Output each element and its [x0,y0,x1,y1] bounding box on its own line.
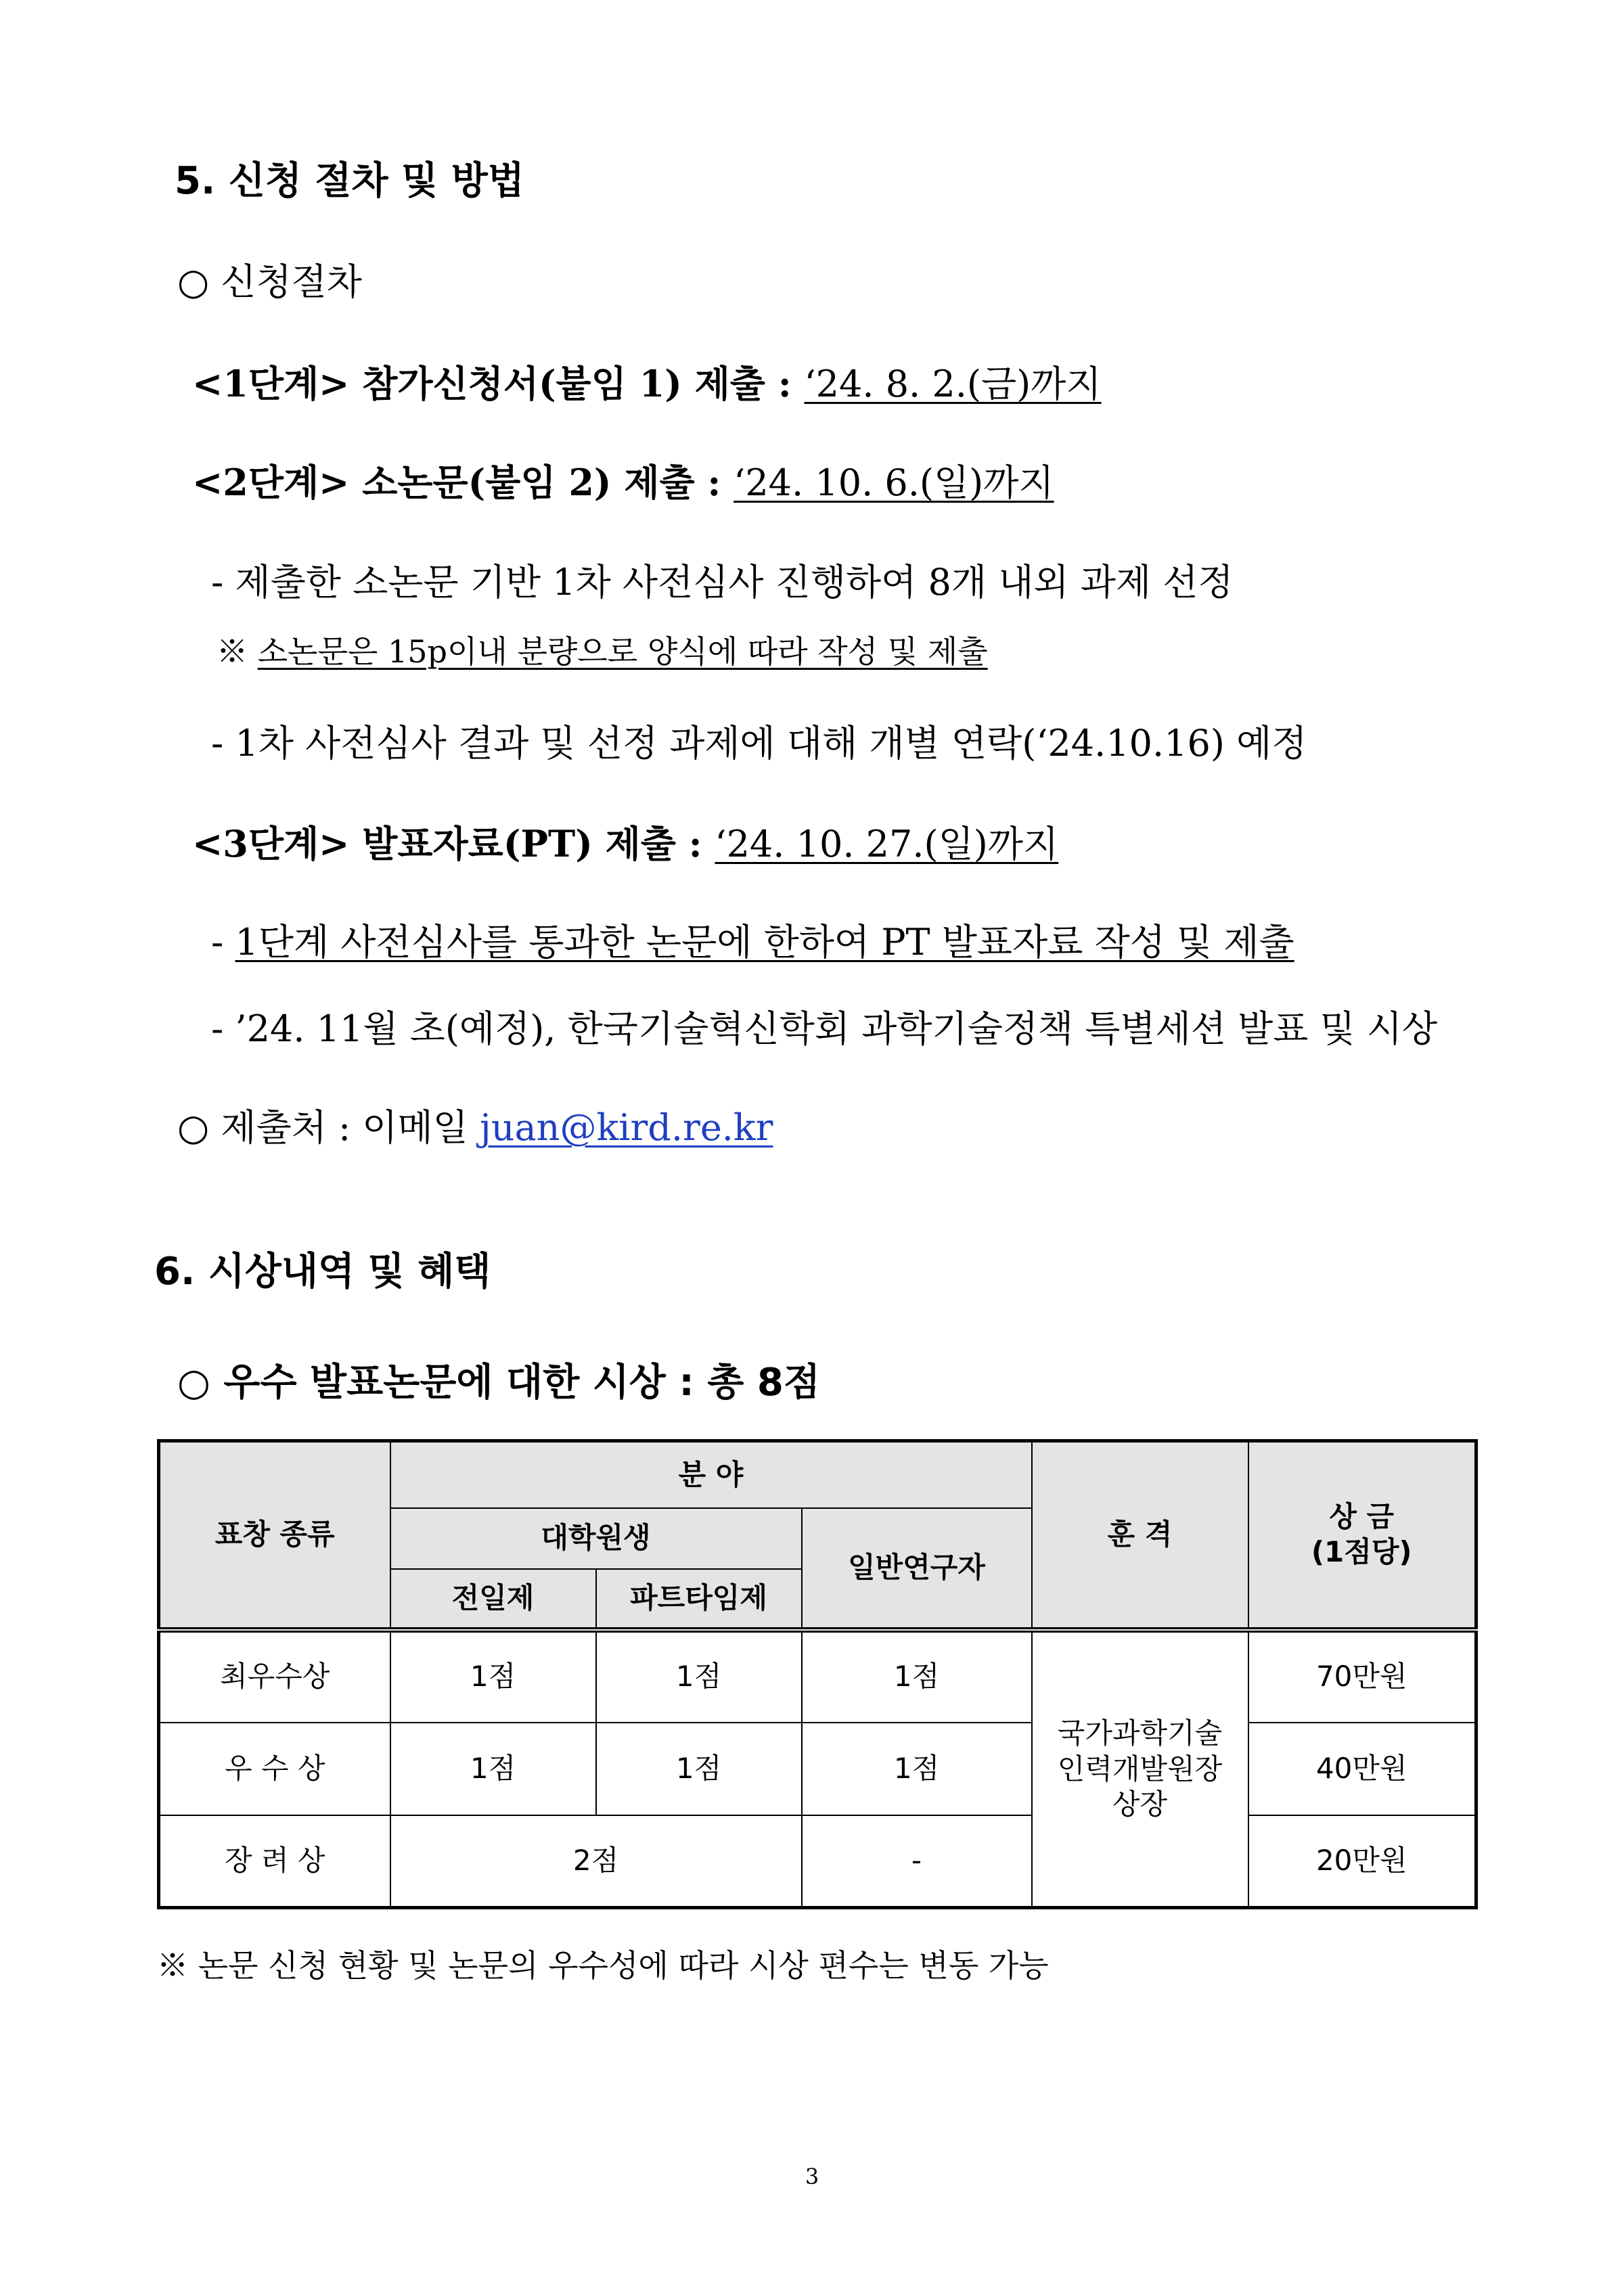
email-link[interactable]: juan@kird.re.kr [479,1106,773,1149]
award-table [157,1439,1478,1909]
stage2-deadline: ‘24. 10. 6.(일)까지 [734,461,1054,504]
stage3-label: <3단계> 발표자료(PT) 제출 : [192,822,715,865]
stage2-note [217,633,988,670]
table-row [159,1630,1476,1723]
row-award-type: 장 려 상 [159,1815,390,1908]
stage3-item1 [211,921,1294,963]
table-footnote: ※ 논문 신청 현황 및 논문의 우수성에 따라 시상 편수는 변동 가능 [157,1947,1049,1984]
stage2-item1: - 제출한 소논문 기반 1차 사전심사 진행하여 8개 내외 과제 선정 [211,561,1234,604]
row-parttime: 1점 [596,1630,802,1723]
row-award-type: 우 수 상 [159,1723,390,1815]
stage3-line [192,822,1059,865]
stage2-note-text: 소논문은 15p이내 분량으로 양식에 따라 작성 및 제출 [257,633,988,670]
honor-cell [1032,1630,1248,1908]
submit-label: ○ 제출처 : 이메일 [177,1106,480,1149]
row-prize: 70만원 [1248,1630,1476,1723]
header-prize-unit: (1점당) [1311,1535,1412,1569]
stage2-line [192,461,1054,504]
row-general: 1점 [802,1630,1032,1723]
header-award-type: 표창 종류 [159,1441,390,1630]
header-field: 분 야 [390,1441,1032,1508]
stage2-label: <2단계> 소논문(붙임 2) 제출 : [192,461,734,504]
header-prize [1248,1441,1476,1630]
header-general: 일반연구자 [802,1508,1032,1630]
page-number: 3 [805,2164,819,2189]
stage3-item2: - ’24. 11월 초(예정), 한국기술혁신학회 과학기술정책 특별세션 발표 및 시상 [211,1007,1438,1050]
row-general: 1점 [802,1723,1032,1815]
header-prize-label: 상 금 [1329,1499,1395,1533]
header-fulltime: 전일제 [390,1569,596,1630]
row-parttime: 1점 [596,1723,802,1815]
honor-line: 인력개발원장 [1057,1752,1223,1786]
stage3-item1-dash: - [211,921,235,963]
stage3-deadline: ‘24. 10. 27.(일)까지 [715,823,1059,865]
header-parttime: 파트타임제 [596,1569,802,1630]
row-award-type: 최우수상 [159,1630,390,1723]
row-grad-total: 2점 [390,1815,802,1908]
table-row [159,1815,1476,1908]
row-fulltime: 1점 [390,1723,596,1815]
honor-line: 상장 [1112,1788,1168,1821]
table-row [159,1723,1476,1815]
stage1-label: <1단계> 참가신청서(붙임 1) 제출 : [192,362,805,405]
row-general: - [802,1815,1032,1908]
row-fulltime: 1점 [390,1630,596,1723]
header-grad: 대학원생 [390,1508,802,1569]
procedure-label: ○ 신청절차 [177,260,362,303]
stage1-line [192,362,1102,405]
row-prize: 40만원 [1248,1723,1476,1815]
note-mark: ※ [217,633,258,670]
row-prize: 20만원 [1248,1815,1476,1908]
stage2-item2: - 1차 사전심사 결과 및 선정 과제에 대해 개별 연락(‘24.10.16) 예정 [211,722,1307,765]
section6-title: 6. 시상내역 및 혜택 [154,1250,491,1294]
section5-title: 5. 신청 절차 및 방법 [175,159,524,203]
submit-line [177,1106,773,1149]
header-honor: 훈 격 [1032,1441,1248,1630]
stage1-deadline: ‘24. 8. 2.(금)까지 [804,363,1102,405]
award-heading: ○ 우수 발표논문에 대한 시상 : 총 8점 [177,1361,820,1405]
honor-line: 국가과학기술 [1057,1717,1223,1750]
stage3-item1-text: 1단계 사전심사를 통과한 논문에 한하여 PT 발표자료 작성 및 제출 [235,921,1294,963]
